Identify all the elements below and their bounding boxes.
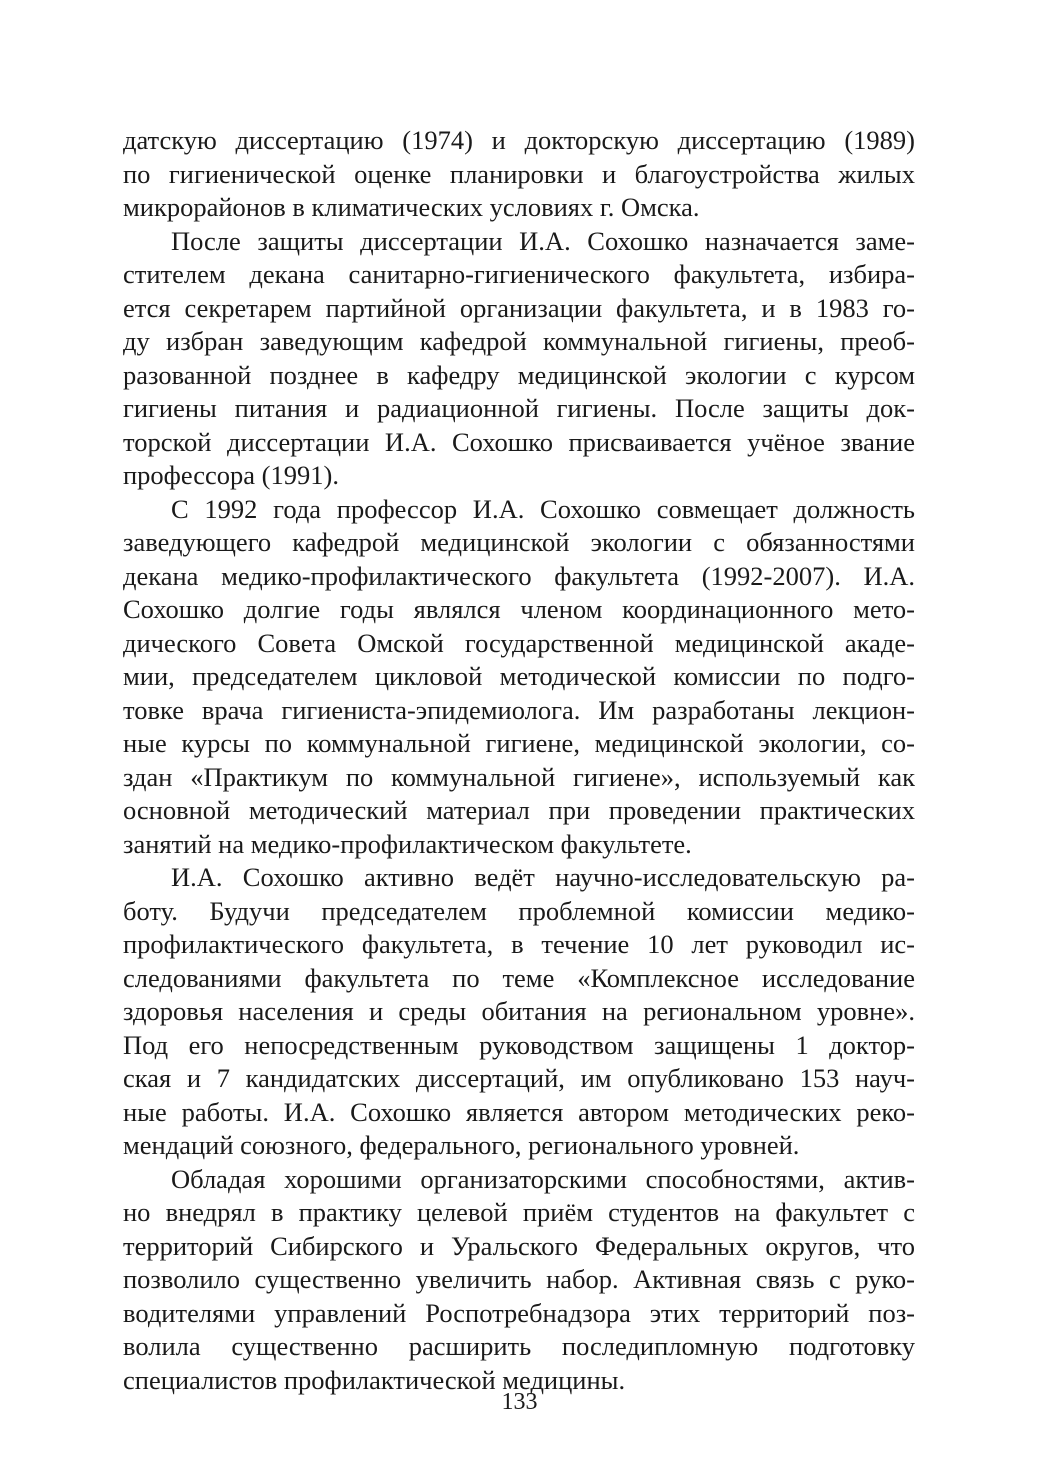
text-line: товке врача гигиениста-эпидемиолога. Им разработаны лекцион-	[123, 694, 915, 725]
text-line: мендаций союзного, федерального, регионального уровней.	[123, 1130, 800, 1160]
text-line: микрорайонов в климатических условиях г. Омска.	[123, 192, 700, 222]
text-line: здан «Практикум по коммунальной гигиене», используемый как	[123, 761, 915, 792]
paragraph-2	[123, 225, 915, 493]
text-line: специалистов профилактической медицины.	[123, 1364, 626, 1395]
text-line: После защиты диссертации И.А. Сохошко назначается заме-	[171, 225, 915, 256]
text-line: занятий на медико-профилактическом факультете.	[123, 828, 692, 859]
paragraph-1	[123, 124, 915, 225]
text-line: дического Совета Омской государственной медицинской акаде-	[123, 627, 915, 658]
text-line: датскую диссертацию (1974) и докторскую диссертацию (1989)	[123, 125, 915, 155]
paragraph-4	[123, 861, 915, 1163]
text-line: ду избран заведующим кафедрой коммунальной гигиены, преоб-	[123, 326, 915, 356]
text-line: следованиями факультета по теме «Комплексное исследование	[123, 962, 915, 993]
text-line: водителями управлений Роспотребнадзора этих территорий поз-	[123, 1297, 915, 1328]
page-body	[123, 124, 915, 1397]
page-number: 133	[501, 1389, 538, 1415]
text-line: основной методический материал при проведении практических	[123, 795, 915, 825]
text-line: ные работы. И.А. Сохошко является автором методических реко-	[123, 1096, 915, 1127]
text-line: торской диссертации И.А. Сохошко присваивается учёное звание	[123, 426, 915, 457]
text-line: волила существенно расширить последипломную подготовку	[123, 1331, 915, 1361]
text-line: профилактического факультета, в течение 10 лет руководил ис-	[123, 929, 915, 959]
paragraph-5	[123, 1163, 915, 1398]
text-line: профессора (1991).	[123, 460, 339, 490]
text-line: С 1992 года профессор И.А. Сохошко совмещает должность	[171, 493, 915, 524]
text-line: боту. Будучи председателем проблемной комиссии медико-	[123, 895, 915, 926]
text-line: по гигиенической оценке планировки и благоустройства жилых	[123, 158, 915, 189]
text-line: стителем декана санитарно-гигиенического факультета, избира-	[123, 259, 915, 289]
text-line: И.А. Сохошко активно ведёт научно-исследовательскую ра-	[171, 862, 915, 892]
text-line: гигиены питания и радиационной гигиены. После защиты док-	[123, 393, 915, 423]
text-line: Под его непосредственным руководством защищены 1 доктор-	[123, 1029, 915, 1060]
paragraph-3	[123, 493, 915, 862]
text-line: разованной позднее в кафедру медицинской экологии с курсом	[123, 359, 915, 390]
text-line: здоровья населения и среды обитания на региональном уровне».	[123, 996, 915, 1026]
text-line: мии, председателем цикловой методической комиссии по подго-	[123, 661, 915, 691]
text-line: но внедрял в практику целевой приём студентов на факультет с	[123, 1197, 915, 1227]
text-line: Сохошко долгие годы являлся членом координационного мето-	[123, 594, 915, 624]
text-line: позволило существенно увеличить набор. Активная связь с руко-	[123, 1264, 915, 1294]
text-line: заведующего кафедрой медицинской экологии с обязанностями	[123, 527, 915, 557]
text-line: Обладая хорошими организаторскими способностями, актив-	[171, 1163, 915, 1194]
text-line: декана медико-профилактического факультета (1992-2007). И.А.	[123, 560, 915, 591]
text-line: ская и 7 кандидатских диссертаций, им опубликовано 153 науч-	[123, 1063, 915, 1093]
text-line: ется секретарем партийной организации факультета, и в 1983 го-	[123, 292, 915, 323]
text-line: ные курсы по коммунальной гигиене, медицинской экологии, со-	[123, 728, 915, 758]
text-line: территорий Сибирского и Уральского Федеральных округов, что	[123, 1230, 915, 1261]
